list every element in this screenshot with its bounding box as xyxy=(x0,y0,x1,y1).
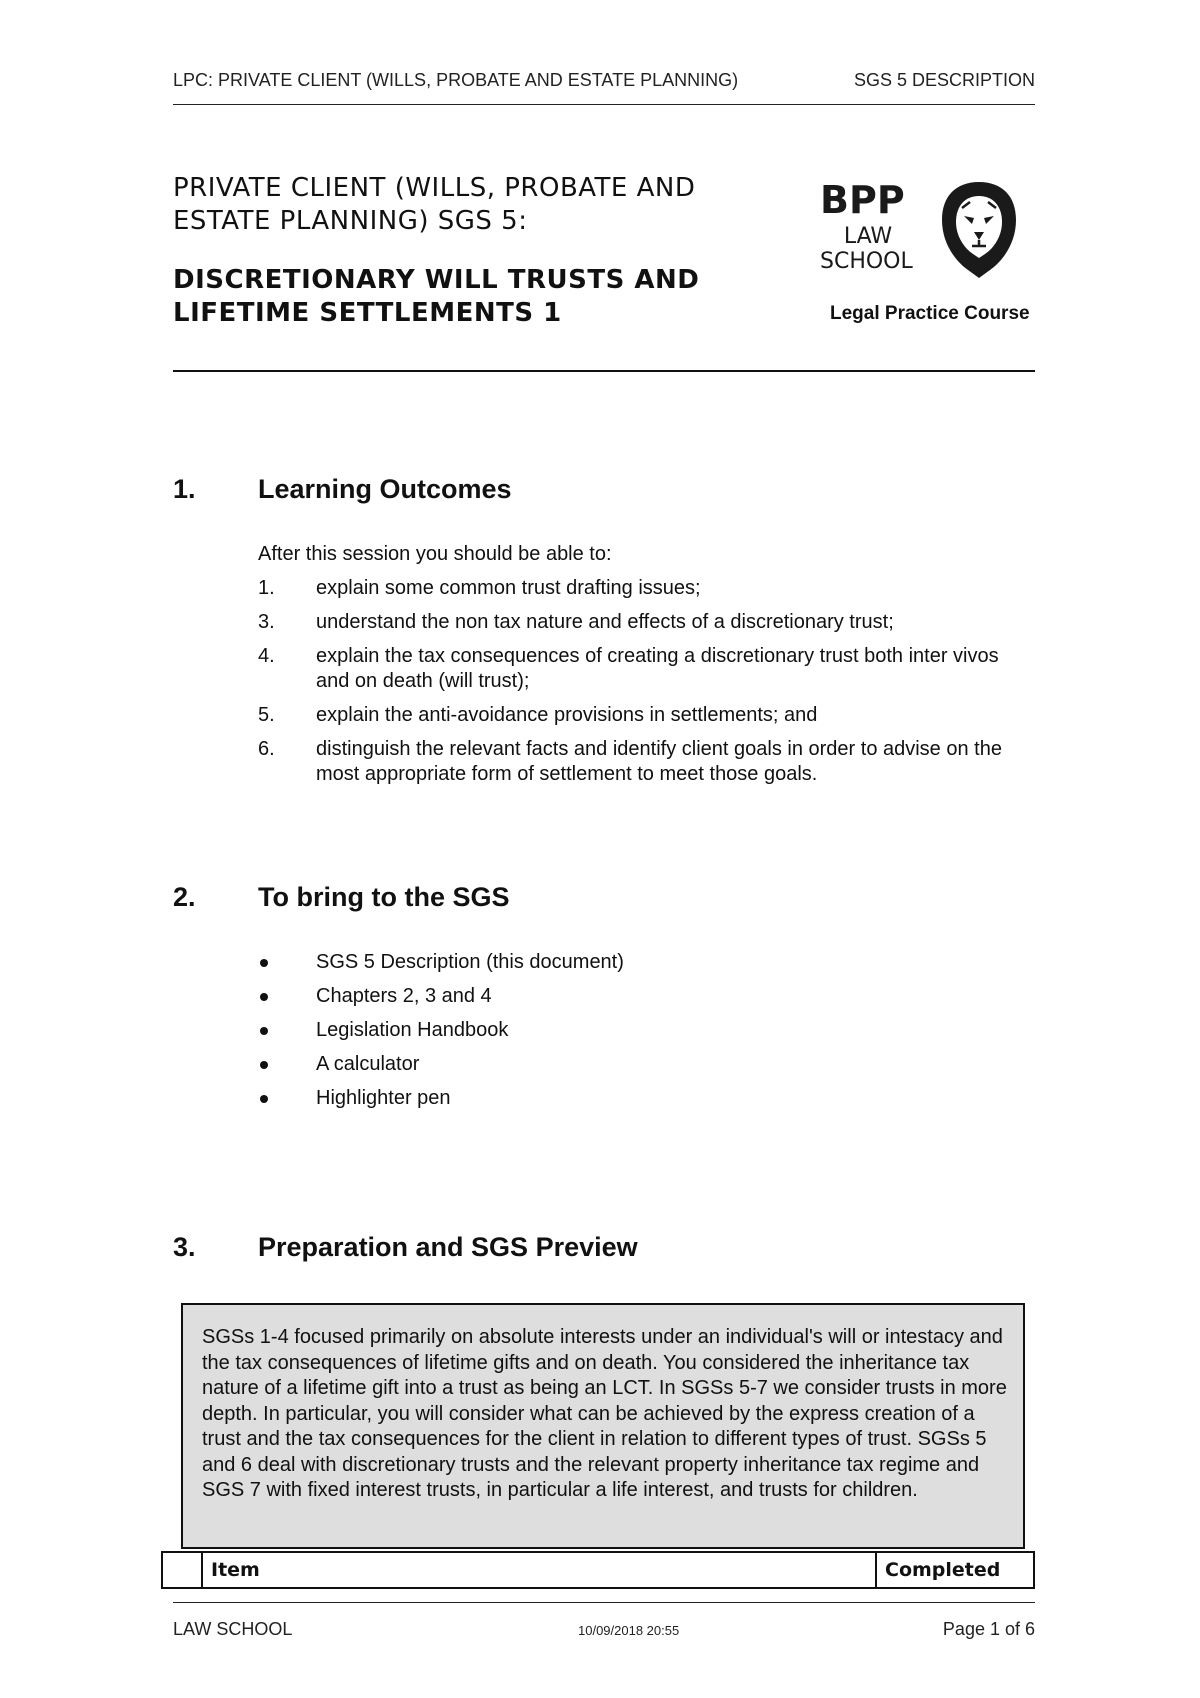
list-item-text: explain the anti-avoidance provisions in settlements; and xyxy=(316,704,818,726)
section-to-bring xyxy=(173,882,1035,1120)
footer-left: LAW SCHOOL xyxy=(173,1619,293,1639)
list-item-number: 3. xyxy=(258,611,275,633)
list-item xyxy=(258,1052,1035,1077)
section-learning-outcomes xyxy=(173,474,1035,796)
section-heading xyxy=(173,882,1035,916)
list-item-text: explain some common trust drafting issues; xyxy=(316,577,701,599)
table-header-completed: Completed xyxy=(876,1552,1034,1588)
bullet-icon xyxy=(260,959,268,967)
running-header xyxy=(173,70,1035,105)
document-title xyxy=(173,172,773,330)
list-item xyxy=(258,610,1035,635)
section-number: 3. xyxy=(173,1232,196,1262)
bpp-law-school-logo xyxy=(820,180,1020,290)
logo-bpp-text: BPP xyxy=(820,178,905,222)
list-item xyxy=(258,644,1035,694)
list-item xyxy=(258,950,1035,975)
learning-outcomes-list xyxy=(258,576,1035,787)
course-label: Legal Practice Course xyxy=(830,303,1030,324)
title-line-2: ESTATE PLANNING) SGS 5: xyxy=(173,206,528,236)
list-item-text: Chapters 2, 3 and 4 xyxy=(316,985,492,1007)
section-heading xyxy=(173,1232,1035,1266)
running-footer xyxy=(173,1602,1035,1653)
footer-timestamp: 10/09/2018 20:55 xyxy=(578,1623,680,1638)
list-item-text: Legislation Handbook xyxy=(316,1019,509,1041)
list-item xyxy=(258,703,1035,728)
bullet-icon xyxy=(260,993,268,1001)
section-intro: After this session you should be able to: xyxy=(258,543,612,565)
section-title: To bring to the SGS xyxy=(258,882,510,912)
sgs-preview-box xyxy=(181,1303,1025,1549)
bullet-icon xyxy=(260,1061,268,1069)
preview-text: SGSs 1-4 focused primarily on absolute interests under an individual's will or intestacy and the tax consequences of lifetime gifts and on death. You considered the inheritance tax nature of a lifetime gift into a trust as being an LCT. In SGSs 5-7 we consider trusts in more depth. In particular, you will consider what can be achieved by the express creation of a trust and the tax consequences for the client in relation to different types of trust. SGSs 5 and 6 deal with discretionary trusts and the relevant property inheritance tax regime and SGS 7 with fixed interest trusts, in particular a life interest, and trusts for children. xyxy=(202,1326,1007,1501)
list-item xyxy=(258,1018,1035,1043)
lion-head-icon xyxy=(938,180,1020,280)
list-item xyxy=(258,737,1035,787)
list-item-text: distinguish the relevant facts and identify client goals in order to advise on the most appropriate form of settlement to meet those goals. xyxy=(316,738,1002,785)
section-title: Preparation and SGS Preview xyxy=(258,1232,638,1262)
list-item xyxy=(258,576,1035,601)
header-document-label: SGS 5 DESCRIPTION xyxy=(853,70,1035,90)
logo-law-text: LAW xyxy=(843,224,893,249)
section-preparation xyxy=(173,1232,1035,1266)
list-item-number: 4. xyxy=(258,645,275,667)
title-divider xyxy=(173,370,1035,372)
list-item-text: Highlighter pen xyxy=(316,1087,451,1109)
header-course-title: LPC: PRIVATE CLIENT (WILLS, PROBATE AND ESTATE PLANNING) xyxy=(173,70,739,90)
list-item-number: 5. xyxy=(258,704,275,726)
list-item-number: 1. xyxy=(258,577,275,599)
table-header-row xyxy=(162,1552,1034,1588)
section-heading xyxy=(173,474,1035,508)
items-to-bring-list xyxy=(258,950,1035,1111)
table-header-cell xyxy=(162,1552,202,1588)
section-number: 1. xyxy=(173,474,196,504)
logo-school-text: SCHOOL xyxy=(820,249,913,274)
bullet-icon xyxy=(260,1027,268,1035)
list-item xyxy=(258,1086,1035,1111)
subtitle-line-1: DISCRETIONARY WILL TRUSTS AND xyxy=(173,265,700,295)
list-item xyxy=(258,984,1035,1009)
subtitle-line-2: LIFETIME SETTLEMENTS 1 xyxy=(173,298,562,328)
list-item-text: explain the tax consequences of creating a discretionary trust both inter vivos and on death (will trust); xyxy=(316,645,999,692)
list-item-text: understand the non tax nature and effects of a discretionary trust; xyxy=(316,611,894,633)
title-line-1: PRIVATE CLIENT (WILLS, PROBATE AND xyxy=(173,173,696,203)
section-number: 2. xyxy=(173,882,196,912)
bullet-icon xyxy=(260,1095,268,1103)
table-header-item: Item xyxy=(202,1552,876,1588)
list-item-number: 6. xyxy=(258,738,275,760)
page-number: Page 1 of 6 xyxy=(942,1619,1035,1639)
list-item-text: A calculator xyxy=(316,1053,420,1075)
items-table xyxy=(161,1551,1035,1589)
list-item-text: SGS 5 Description (this document) xyxy=(316,951,624,973)
section-title: Learning Outcomes xyxy=(258,474,512,504)
